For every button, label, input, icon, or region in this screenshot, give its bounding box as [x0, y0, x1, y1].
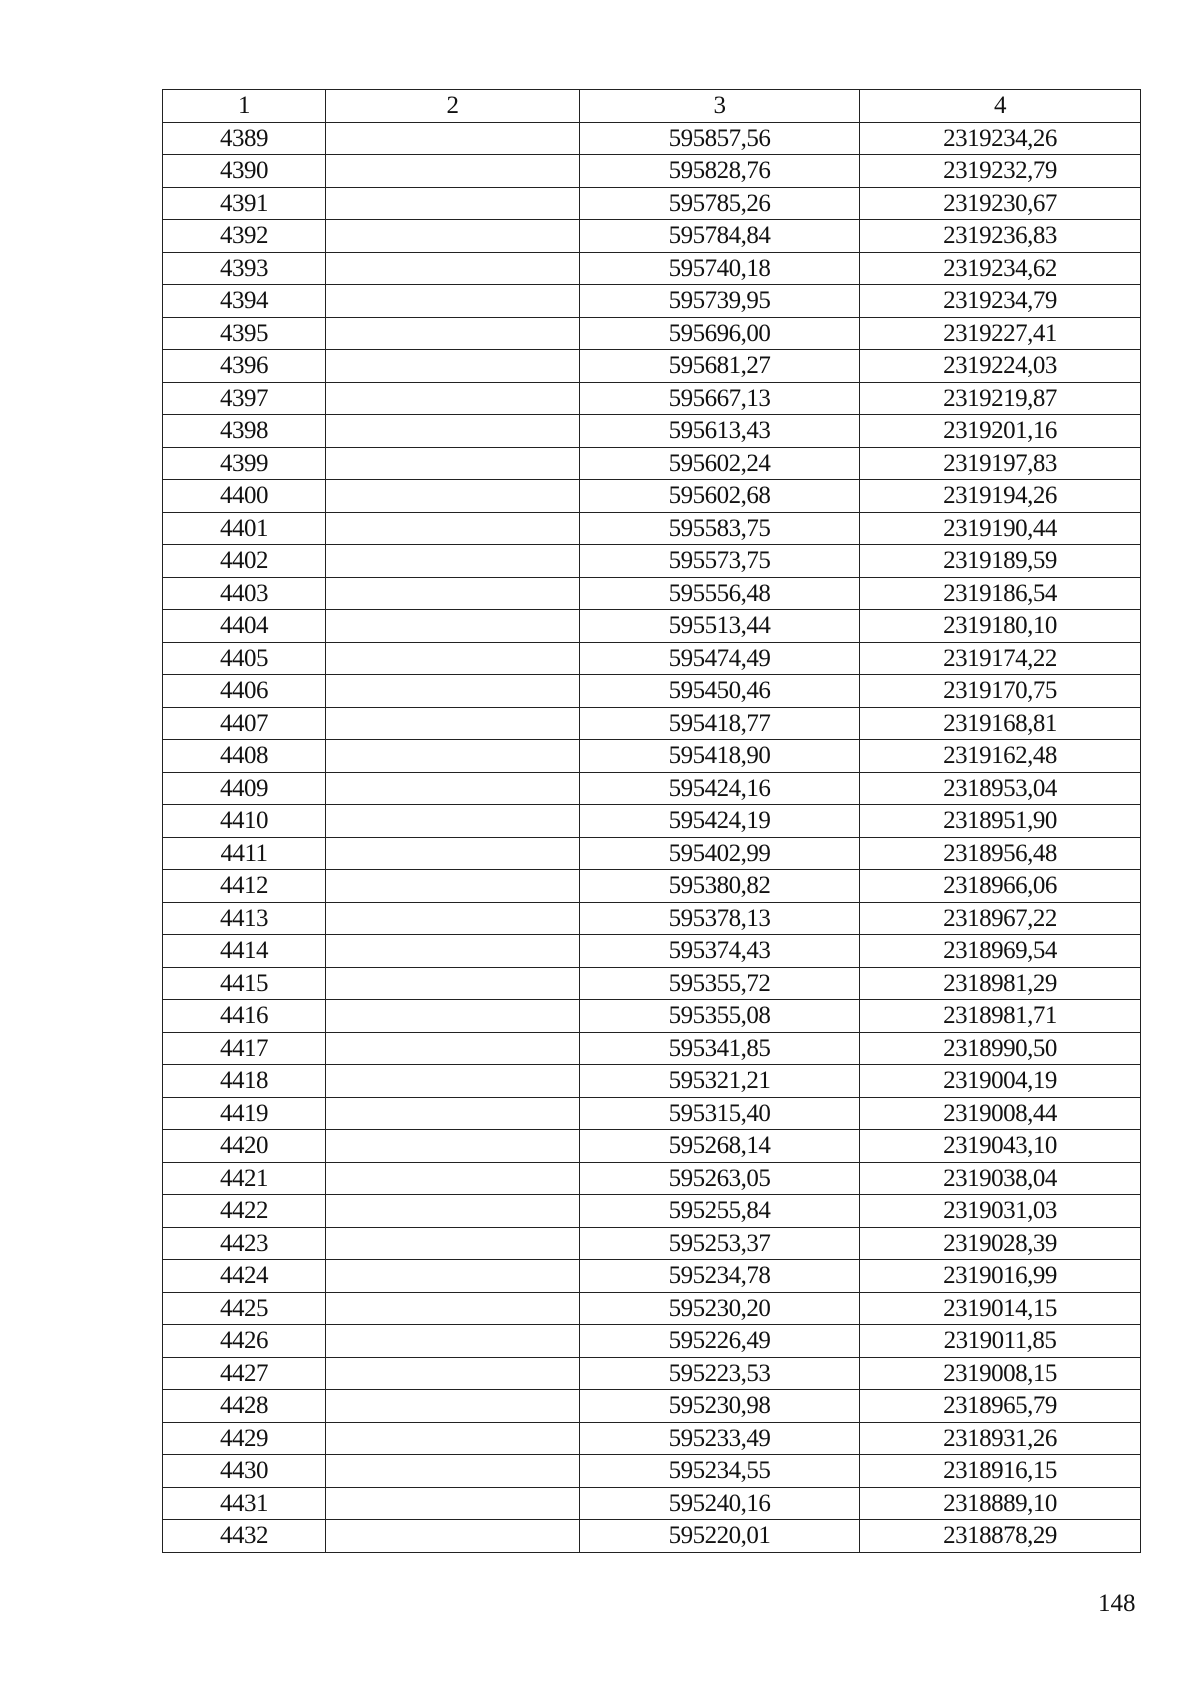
header-col-1: 1 [163, 90, 326, 123]
coord-y-cell: 2319008,44 [860, 1097, 1141, 1130]
blank-cell [326, 1130, 580, 1163]
coord-x-cell: 595418,77 [580, 707, 860, 740]
coord-y-cell: 2318951,90 [860, 805, 1141, 838]
table-row [163, 577, 1141, 610]
table-row [163, 545, 1141, 578]
blank-cell [326, 902, 580, 935]
coord-y-cell: 2319236,83 [860, 220, 1141, 253]
blank-cell [326, 122, 580, 155]
coord-x-cell: 595681,27 [580, 350, 860, 383]
blank-cell [326, 642, 580, 675]
point-number-cell: 4418 [163, 1065, 326, 1098]
blank-cell [326, 1520, 580, 1553]
point-number-cell: 4396 [163, 350, 326, 383]
table-row [163, 1390, 1141, 1423]
blank-cell [326, 772, 580, 805]
point-number-cell: 4422 [163, 1195, 326, 1228]
table-row [163, 1357, 1141, 1390]
point-number-cell: 4402 [163, 545, 326, 578]
blank-cell [326, 1032, 580, 1065]
point-number-cell: 4398 [163, 415, 326, 448]
blank-cell [326, 1390, 580, 1423]
point-number-cell: 4426 [163, 1325, 326, 1358]
coord-x-cell: 595226,49 [580, 1325, 860, 1358]
coord-y-cell: 2319230,67 [860, 187, 1141, 220]
header-col-4: 4 [860, 90, 1141, 123]
blank-cell [326, 935, 580, 968]
page-number: 148 [1098, 1590, 1136, 1617]
blank-cell [326, 1325, 580, 1358]
coord-x-cell: 595223,53 [580, 1357, 860, 1390]
point-number-cell: 4427 [163, 1357, 326, 1390]
coord-y-cell: 2318981,71 [860, 1000, 1141, 1033]
table-row [163, 155, 1141, 188]
table-row [163, 1130, 1141, 1163]
coord-y-cell: 2319016,99 [860, 1260, 1141, 1293]
table-row [163, 805, 1141, 838]
blank-cell [326, 740, 580, 773]
coord-x-cell: 595234,78 [580, 1260, 860, 1293]
point-number-cell: 4410 [163, 805, 326, 838]
coord-x-cell: 595740,18 [580, 252, 860, 285]
blank-cell [326, 837, 580, 870]
point-number-cell: 4415 [163, 967, 326, 1000]
coord-y-cell: 2319234,79 [860, 285, 1141, 318]
coord-y-cell: 2319180,10 [860, 610, 1141, 643]
coord-y-cell: 2319174,22 [860, 642, 1141, 675]
coord-x-cell: 595240,16 [580, 1487, 860, 1520]
blank-cell [326, 285, 580, 318]
point-number-cell: 4392 [163, 220, 326, 253]
blank-cell [326, 610, 580, 643]
table-row [163, 1162, 1141, 1195]
coord-y-cell: 2319189,59 [860, 545, 1141, 578]
point-number-cell: 4403 [163, 577, 326, 610]
coord-x-cell: 595378,13 [580, 902, 860, 935]
coord-x-cell: 595667,13 [580, 382, 860, 415]
table-row [163, 1065, 1141, 1098]
coord-x-cell: 595556,48 [580, 577, 860, 610]
blank-cell [326, 1195, 580, 1228]
coord-y-cell: 2319031,03 [860, 1195, 1141, 1228]
point-number-cell: 4417 [163, 1032, 326, 1065]
blank-cell [326, 1227, 580, 1260]
table-row [163, 740, 1141, 773]
coord-x-cell: 595374,43 [580, 935, 860, 968]
table-row [163, 415, 1141, 448]
coord-x-cell: 595418,90 [580, 740, 860, 773]
table-row [163, 642, 1141, 675]
point-number-cell: 4412 [163, 870, 326, 903]
coord-y-cell: 2318889,10 [860, 1487, 1141, 1520]
coord-y-cell: 2319162,48 [860, 740, 1141, 773]
coord-x-cell: 595233,49 [580, 1422, 860, 1455]
coord-y-cell: 2319004,19 [860, 1065, 1141, 1098]
point-number-cell: 4399 [163, 447, 326, 480]
table-row [163, 837, 1141, 870]
blank-cell [326, 382, 580, 415]
point-number-cell: 4395 [163, 317, 326, 350]
coord-x-cell: 595450,46 [580, 675, 860, 708]
coord-y-cell: 2318953,04 [860, 772, 1141, 805]
point-number-cell: 4419 [163, 1097, 326, 1130]
coord-y-cell: 2319197,83 [860, 447, 1141, 480]
coord-y-cell: 2319232,79 [860, 155, 1141, 188]
coord-x-cell: 595234,55 [580, 1455, 860, 1488]
blank-cell [326, 252, 580, 285]
coord-x-cell: 595268,14 [580, 1130, 860, 1163]
table-row [163, 382, 1141, 415]
blank-cell [326, 155, 580, 188]
coord-y-cell: 2319186,54 [860, 577, 1141, 610]
coord-x-cell: 595220,01 [580, 1520, 860, 1553]
table-row [163, 1325, 1141, 1358]
coord-y-cell: 2319190,44 [860, 512, 1141, 545]
blank-cell [326, 512, 580, 545]
table-row [163, 1422, 1141, 1455]
coord-x-cell: 595613,43 [580, 415, 860, 448]
coord-x-cell: 595739,95 [580, 285, 860, 318]
coord-x-cell: 595341,85 [580, 1032, 860, 1065]
table-row [163, 1455, 1141, 1488]
coord-x-cell: 595785,26 [580, 187, 860, 220]
coord-x-cell: 595402,99 [580, 837, 860, 870]
table-row [163, 1097, 1141, 1130]
coord-x-cell: 595696,00 [580, 317, 860, 350]
blank-cell [326, 220, 580, 253]
table-row [163, 252, 1141, 285]
point-number-cell: 4405 [163, 642, 326, 675]
coord-y-cell: 2318916,15 [860, 1455, 1141, 1488]
blank-cell [326, 1260, 580, 1293]
point-number-cell: 4425 [163, 1292, 326, 1325]
table-row [163, 1260, 1141, 1293]
coord-y-cell: 2318990,50 [860, 1032, 1141, 1065]
table-row [163, 902, 1141, 935]
blank-cell [326, 1162, 580, 1195]
point-number-cell: 4406 [163, 675, 326, 708]
table-body [163, 122, 1141, 1552]
coord-y-cell: 2319168,81 [860, 707, 1141, 740]
coord-x-cell: 595253,37 [580, 1227, 860, 1260]
coord-y-cell: 2319234,26 [860, 122, 1141, 155]
table-row [163, 610, 1141, 643]
table-row [163, 122, 1141, 155]
blank-cell [326, 1487, 580, 1520]
point-number-cell: 4390 [163, 155, 326, 188]
coord-y-cell: 2318965,79 [860, 1390, 1141, 1423]
coord-x-cell: 595263,05 [580, 1162, 860, 1195]
coord-x-cell: 595230,20 [580, 1292, 860, 1325]
blank-cell [326, 1292, 580, 1325]
coord-y-cell: 2319170,75 [860, 675, 1141, 708]
coord-y-cell: 2319219,87 [860, 382, 1141, 415]
table-row [163, 350, 1141, 383]
coord-y-cell: 2318981,29 [860, 967, 1141, 1000]
coord-y-cell: 2318966,06 [860, 870, 1141, 903]
blank-cell [326, 187, 580, 220]
point-number-cell: 4411 [163, 837, 326, 870]
table-row [163, 220, 1141, 253]
coord-x-cell: 595315,40 [580, 1097, 860, 1130]
table-row [163, 675, 1141, 708]
table-row [163, 1487, 1141, 1520]
point-number-cell: 4430 [163, 1455, 326, 1488]
point-number-cell: 4432 [163, 1520, 326, 1553]
coord-y-cell: 2319201,16 [860, 415, 1141, 448]
coord-y-cell: 2319234,62 [860, 252, 1141, 285]
coord-x-cell: 595583,75 [580, 512, 860, 545]
table-row [163, 480, 1141, 513]
table-row [163, 707, 1141, 740]
blank-cell [326, 1065, 580, 1098]
coordinates-table [162, 89, 1141, 1553]
coord-y-cell: 2318969,54 [860, 935, 1141, 968]
header-col-2: 2 [326, 90, 580, 123]
blank-cell [326, 675, 580, 708]
coord-y-cell: 2319014,15 [860, 1292, 1141, 1325]
point-number-cell: 4393 [163, 252, 326, 285]
coord-x-cell: 595230,98 [580, 1390, 860, 1423]
point-number-cell: 4397 [163, 382, 326, 415]
coord-x-cell: 595573,75 [580, 545, 860, 578]
coord-y-cell: 2319227,41 [860, 317, 1141, 350]
coord-x-cell: 595321,21 [580, 1065, 860, 1098]
header-col-3: 3 [580, 90, 860, 123]
coord-x-cell: 595513,44 [580, 610, 860, 643]
point-number-cell: 4413 [163, 902, 326, 935]
table-row [163, 967, 1141, 1000]
coord-x-cell: 595784,84 [580, 220, 860, 253]
coord-y-cell: 2318967,22 [860, 902, 1141, 935]
table-row [163, 1520, 1141, 1553]
point-number-cell: 4428 [163, 1390, 326, 1423]
coord-y-cell: 2319043,10 [860, 1130, 1141, 1163]
point-number-cell: 4401 [163, 512, 326, 545]
coord-y-cell: 2318931,26 [860, 1422, 1141, 1455]
blank-cell [326, 350, 580, 383]
blank-cell [326, 1097, 580, 1130]
table-row [163, 870, 1141, 903]
table-row [163, 1195, 1141, 1228]
coord-y-cell: 2318956,48 [860, 837, 1141, 870]
coord-x-cell: 595255,84 [580, 1195, 860, 1228]
blank-cell [326, 1422, 580, 1455]
blank-cell [326, 1455, 580, 1488]
coord-y-cell: 2318878,29 [860, 1520, 1141, 1553]
point-number-cell: 4429 [163, 1422, 326, 1455]
table-header-row [163, 90, 1141, 123]
blank-cell [326, 870, 580, 903]
point-number-cell: 4409 [163, 772, 326, 805]
point-number-cell: 4424 [163, 1260, 326, 1293]
blank-cell [326, 415, 580, 448]
coord-x-cell: 595474,49 [580, 642, 860, 675]
point-number-cell: 4431 [163, 1487, 326, 1520]
table-row [163, 512, 1141, 545]
point-number-cell: 4404 [163, 610, 326, 643]
coord-x-cell: 595355,72 [580, 967, 860, 1000]
coord-x-cell: 595857,56 [580, 122, 860, 155]
blank-cell [326, 967, 580, 1000]
table-row [163, 935, 1141, 968]
point-number-cell: 4416 [163, 1000, 326, 1033]
coord-x-cell: 595424,19 [580, 805, 860, 838]
table-row [163, 317, 1141, 350]
coord-y-cell: 2319011,85 [860, 1325, 1141, 1358]
table-row [163, 285, 1141, 318]
table-row [163, 772, 1141, 805]
coord-x-cell: 595380,82 [580, 870, 860, 903]
blank-cell [326, 1357, 580, 1390]
point-number-cell: 4394 [163, 285, 326, 318]
table-row [163, 1032, 1141, 1065]
table-row [163, 1000, 1141, 1033]
point-number-cell: 4391 [163, 187, 326, 220]
point-number-cell: 4407 [163, 707, 326, 740]
blank-cell [326, 1000, 580, 1033]
blank-cell [326, 577, 580, 610]
coord-x-cell: 595828,76 [580, 155, 860, 188]
point-number-cell: 4414 [163, 935, 326, 968]
coord-y-cell: 2319194,26 [860, 480, 1141, 513]
table-row [163, 1292, 1141, 1325]
blank-cell [326, 805, 580, 838]
point-number-cell: 4389 [163, 122, 326, 155]
coord-y-cell: 2319028,39 [860, 1227, 1141, 1260]
coord-x-cell: 595602,68 [580, 480, 860, 513]
coord-y-cell: 2319008,15 [860, 1357, 1141, 1390]
table-row [163, 1227, 1141, 1260]
blank-cell [326, 447, 580, 480]
blank-cell [326, 480, 580, 513]
point-number-cell: 4423 [163, 1227, 326, 1260]
blank-cell [326, 317, 580, 350]
point-number-cell: 4400 [163, 480, 326, 513]
point-number-cell: 4420 [163, 1130, 326, 1163]
table-row [163, 187, 1141, 220]
blank-cell [326, 545, 580, 578]
coord-y-cell: 2319038,04 [860, 1162, 1141, 1195]
coord-x-cell: 595355,08 [580, 1000, 860, 1033]
table-row [163, 447, 1141, 480]
coord-x-cell: 595424,16 [580, 772, 860, 805]
point-number-cell: 4408 [163, 740, 326, 773]
blank-cell [326, 707, 580, 740]
point-number-cell: 4421 [163, 1162, 326, 1195]
coord-y-cell: 2319224,03 [860, 350, 1141, 383]
coord-x-cell: 595602,24 [580, 447, 860, 480]
